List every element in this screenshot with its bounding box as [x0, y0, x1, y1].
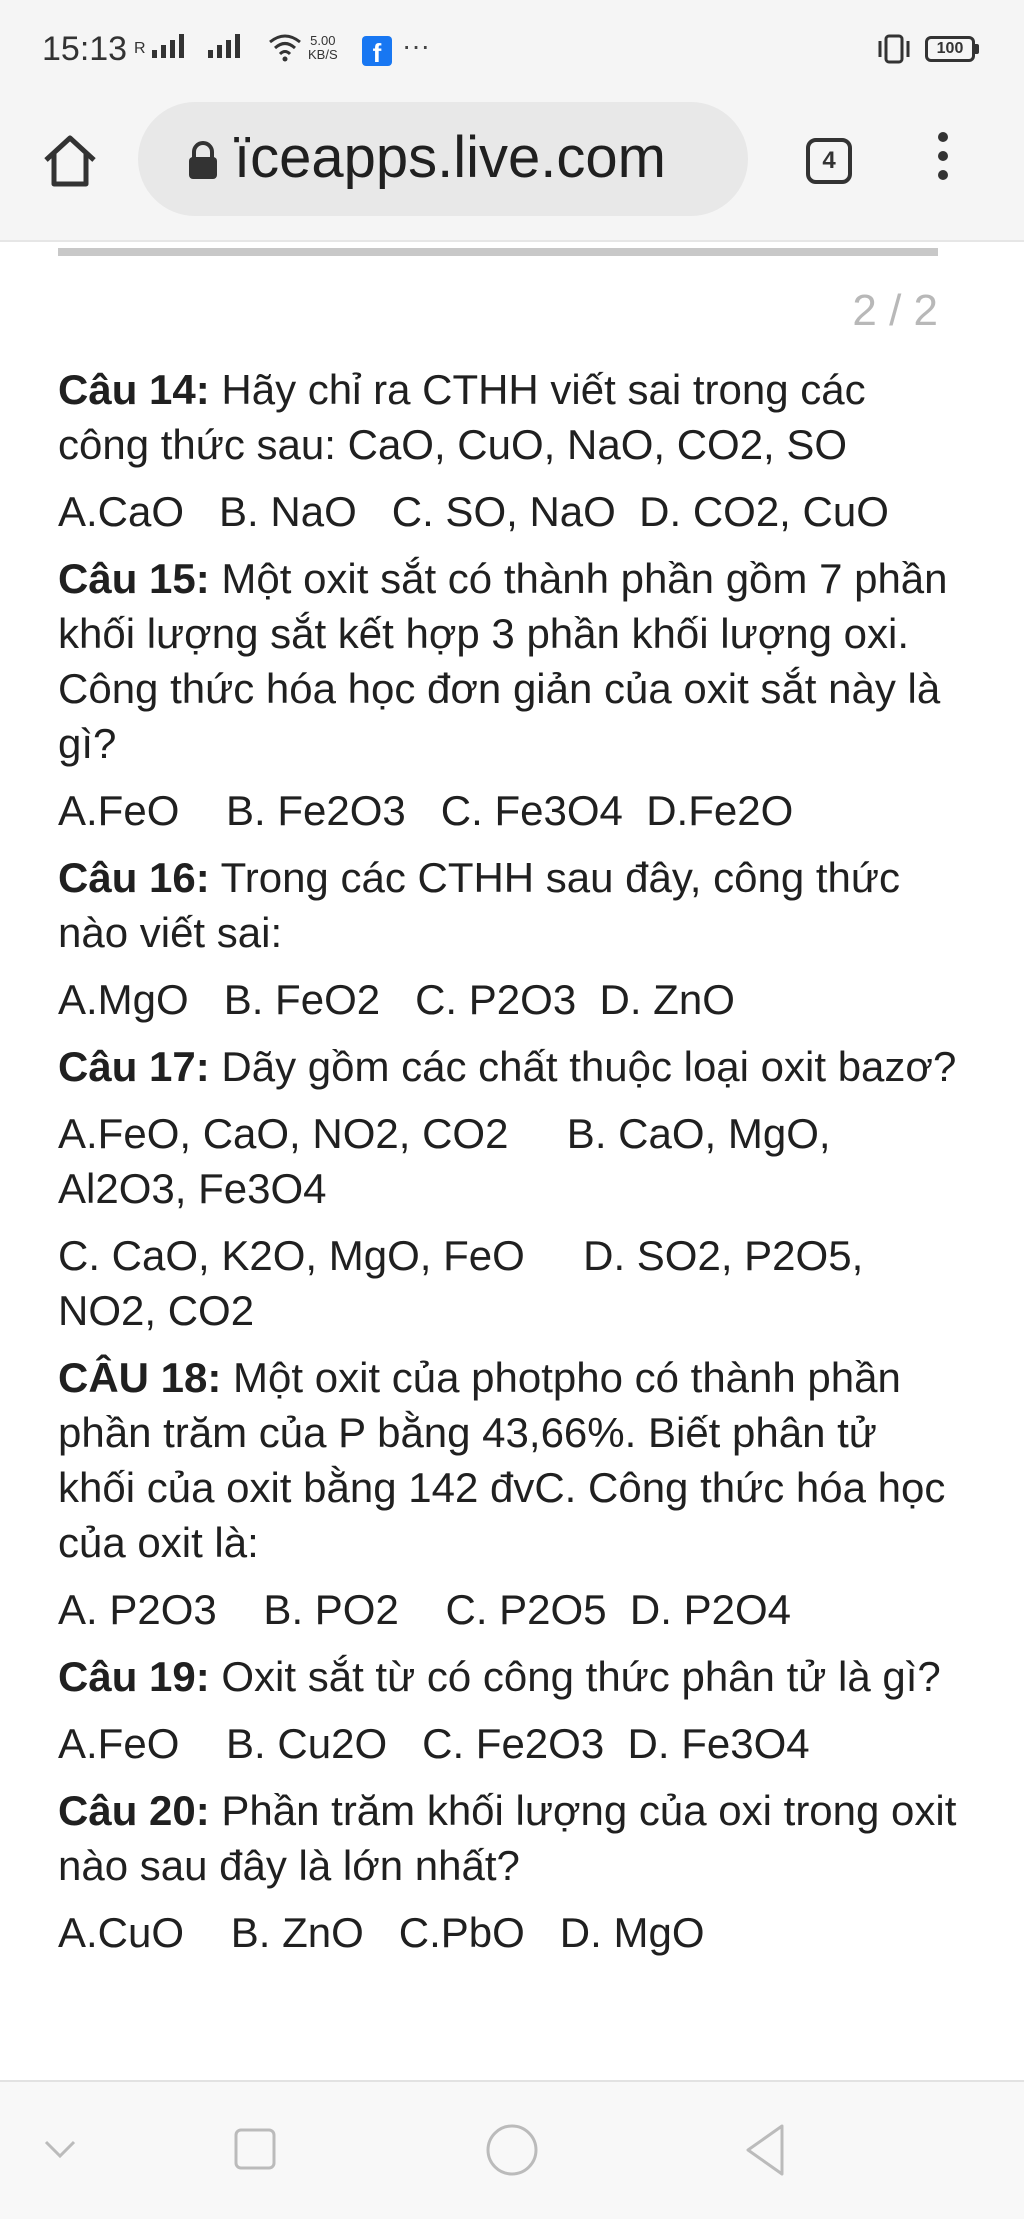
question-17 [58, 1039, 958, 1338]
question-body: Một oxit sắt có thành phần gồm 7 phần khối lượng sắt kết hợp 3 phần khối lượng oxi. Công thức hóa học đơn giản của oxit sắt này là gì? [58, 555, 948, 767]
question-18 [58, 1350, 958, 1637]
battery-indicator: 100 [925, 36, 975, 62]
more-notifications-icon: ··· [402, 30, 430, 61]
document-text [58, 362, 958, 1972]
question-label: Câu 15: [58, 555, 210, 602]
question-text [58, 1039, 958, 1094]
question-text [58, 362, 958, 472]
question-16 [58, 850, 958, 1027]
answer-options: A.CaO B. NaO C. SO, NaO D. CO2, CuO [58, 488, 889, 535]
question-body: Dãy gồm các chất thuộc loại oxit bazơ? [209, 1043, 957, 1090]
question-text [58, 1350, 958, 1570]
page-divider [58, 248, 938, 256]
url-text: ïceapps.live.com [234, 125, 666, 190]
question-14 [58, 362, 958, 539]
question-text [58, 1783, 958, 1893]
question-body: Trong các CTHH sau đây, công thức nào viết sai: [58, 854, 901, 956]
answer-options: A. P2O3 B. PO2 C. P2O5 D. P2O4 [58, 1586, 791, 1633]
status-bar [0, 0, 1024, 100]
wifi-icon [268, 32, 302, 62]
question-body: Oxit sắt từ có công thức phân tử là gì? [209, 1653, 941, 1700]
question-label: Câu 14: [58, 366, 210, 413]
question-label: Câu 16: [58, 854, 210, 901]
answer-options: A.FeO B. Cu2O C. Fe2O3 D. Fe3O4 [58, 1720, 810, 1767]
question-label: Câu 20: [58, 1787, 210, 1834]
signal-strength-icon [208, 34, 240, 58]
answer-options: A.MgO B. FeO2 C. P2O3 D. ZnO [58, 976, 735, 1023]
network-speed-value: 5.00 [310, 33, 336, 48]
tab-switcher-button[interactable]: 4 [806, 138, 852, 184]
home-nav-icon[interactable] [482, 2120, 542, 2180]
question-label: Câu 17: [58, 1043, 210, 1090]
vibrate-icon [874, 34, 914, 64]
question-20 [58, 1783, 958, 1960]
answer-options: C. CaO, K2O, MgO, FeO D. SO2, P2O5, NO2, CO2 [58, 1232, 875, 1334]
answer-options: A.FeO B. Fe2O3 C. Fe3O4 D.Fe2O [58, 787, 794, 834]
home-icon[interactable] [40, 130, 100, 190]
lock-icon [186, 140, 220, 180]
browser-toolbar [0, 100, 1024, 242]
question-text [58, 551, 958, 771]
navigation-bar [0, 2080, 1024, 2219]
back-icon[interactable] [740, 2120, 790, 2180]
status-time: 15:13 [42, 30, 128, 68]
network-speed-unit: KB/S [308, 47, 338, 62]
browser-menu-icon[interactable] [936, 132, 950, 188]
answer-options: A.FeO, CaO, NO2, CO2 B. CaO, MgO, Al2O3, Fe3O4 [58, 1110, 840, 1212]
question-body: Một oxit của photpho có thành phần phần trăm của P bằng 43,66%. Biết phân tử khối của oxit bằng 142 đvC. Công thức hóa học của oxit là: [58, 1354, 946, 1566]
recent-apps-icon[interactable] [230, 2120, 280, 2180]
question-body: Hãy chỉ ra CTHH viết sai trong các công thức sau: CaO, CuO, NaO, CO2, SO [58, 366, 866, 468]
question-15 [58, 551, 958, 838]
question-text [58, 850, 958, 960]
answer-options: A.CuO B. ZnO C.PbO D. MgO [58, 1909, 705, 1956]
question-text [58, 1649, 958, 1704]
address-bar[interactable] [138, 102, 748, 216]
chevron-down-icon[interactable] [40, 2120, 80, 2180]
page-indicator: 2 / 2 [852, 286, 938, 335]
signal-strength-icon: R [134, 34, 184, 58]
facebook-icon: f [362, 36, 392, 66]
question-19 [58, 1649, 958, 1771]
network-speed [308, 34, 338, 62]
document-viewer[interactable] [0, 242, 1024, 2080]
question-label: Câu 19: [58, 1653, 210, 1700]
question-body: Phần trăm khối lượng của oxi trong oxit nào sau đây là lớn nhất? [58, 1787, 957, 1889]
question-label: CÂU 18: [58, 1354, 222, 1401]
